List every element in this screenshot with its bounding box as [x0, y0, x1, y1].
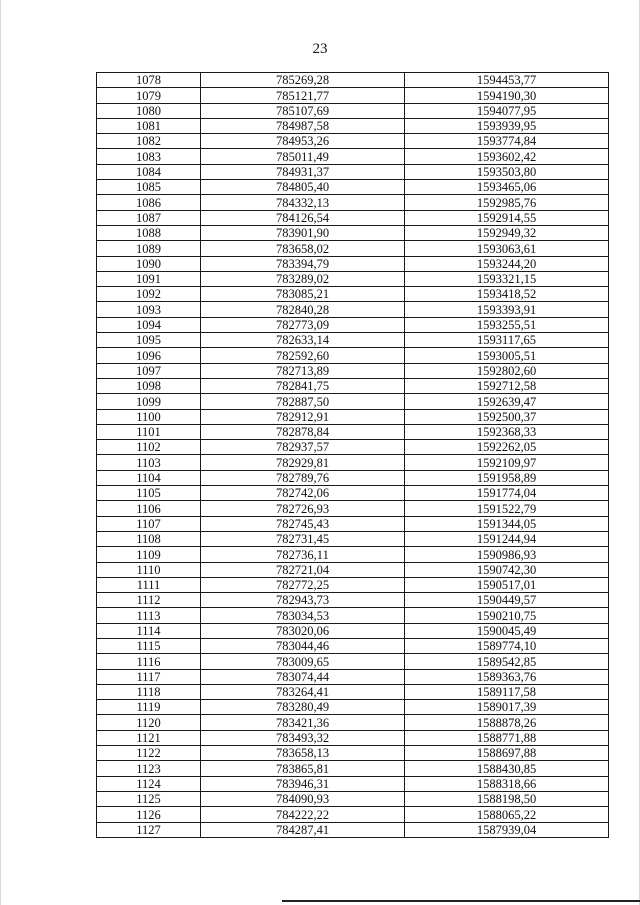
table-row: [97, 180, 609, 195]
x-coordinate-cell: 782736,11: [201, 547, 405, 562]
y-coordinate-cell: 1593244,20: [405, 256, 609, 271]
y-coordinate-cell: 1593255,51: [405, 317, 609, 332]
point-number-cell: 1121: [97, 730, 201, 745]
x-coordinate-cell: 782840,28: [201, 302, 405, 317]
y-coordinate-cell: 1590517,01: [405, 577, 609, 592]
table-row: [97, 164, 609, 179]
y-coordinate-cell: 1594453,77: [405, 73, 609, 88]
x-coordinate-cell: 782633,14: [201, 333, 405, 348]
point-number-cell: 1088: [97, 225, 201, 240]
table-row: [97, 225, 609, 240]
x-coordinate-cell: 782726,93: [201, 501, 405, 516]
point-number-cell: 1098: [97, 378, 201, 393]
point-number-cell: 1119: [97, 700, 201, 715]
point-number-cell: 1084: [97, 164, 201, 179]
point-number-cell: 1116: [97, 654, 201, 669]
table-row: [97, 88, 609, 103]
x-coordinate-cell: 782912,91: [201, 409, 405, 424]
y-coordinate-cell: 1590045,49: [405, 623, 609, 638]
y-coordinate-cell: 1592639,47: [405, 394, 609, 409]
scan-edge-left: [0, 0, 1, 905]
y-coordinate-cell: 1591958,89: [405, 470, 609, 485]
table-row: [97, 73, 609, 88]
table-row: [97, 669, 609, 684]
x-coordinate-cell: 784126,54: [201, 210, 405, 225]
x-coordinate-cell: 785011,49: [201, 149, 405, 164]
x-coordinate-cell: 783034,53: [201, 608, 405, 623]
table-row: [97, 440, 609, 455]
point-number-cell: 1101: [97, 424, 201, 439]
point-number-cell: 1112: [97, 593, 201, 608]
point-number-cell: 1081: [97, 118, 201, 133]
table-row: [97, 516, 609, 531]
x-coordinate-cell: 783865,81: [201, 761, 405, 776]
table-row: [97, 715, 609, 730]
table-row: [97, 363, 609, 378]
x-coordinate-cell: 782772,25: [201, 577, 405, 592]
y-coordinate-cell: 1593005,51: [405, 348, 609, 363]
y-coordinate-cell: 1592500,37: [405, 409, 609, 424]
x-coordinate-cell: 783264,41: [201, 684, 405, 699]
table-row: [97, 134, 609, 149]
table-row: [97, 684, 609, 699]
table-row: [97, 149, 609, 164]
table-row: [97, 409, 609, 424]
x-coordinate-cell: 784332,13: [201, 195, 405, 210]
table-row: [97, 700, 609, 715]
bottom-rule: [282, 900, 640, 902]
table-row: [97, 746, 609, 761]
point-number-cell: 1086: [97, 195, 201, 210]
y-coordinate-cell: 1592802,60: [405, 363, 609, 378]
y-coordinate-cell: 1592949,32: [405, 225, 609, 240]
x-coordinate-cell: 785107,69: [201, 103, 405, 118]
x-coordinate-cell: 782841,75: [201, 378, 405, 393]
x-coordinate-cell: 783044,46: [201, 638, 405, 653]
x-coordinate-cell: 783289,02: [201, 271, 405, 286]
point-number-cell: 1114: [97, 623, 201, 638]
y-coordinate-cell: 1594190,30: [405, 88, 609, 103]
y-coordinate-cell: 1588697,88: [405, 746, 609, 761]
table-row: [97, 791, 609, 806]
point-number-cell: 1082: [97, 134, 201, 149]
point-number-cell: 1117: [97, 669, 201, 684]
y-coordinate-cell: 1591774,04: [405, 486, 609, 501]
point-number-cell: 1120: [97, 715, 201, 730]
table-row: [97, 654, 609, 669]
point-number-cell: 1099: [97, 394, 201, 409]
x-coordinate-cell: 784987,58: [201, 118, 405, 133]
x-coordinate-cell: 782878,84: [201, 424, 405, 439]
point-number-cell: 1094: [97, 317, 201, 332]
point-number-cell: 1123: [97, 761, 201, 776]
y-coordinate-cell: 1587939,04: [405, 822, 609, 837]
y-coordinate-cell: 1592368,33: [405, 424, 609, 439]
table-row: [97, 822, 609, 837]
table-row: [97, 501, 609, 516]
point-number-cell: 1103: [97, 455, 201, 470]
y-coordinate-cell: 1593774,84: [405, 134, 609, 149]
x-coordinate-cell: 783394,79: [201, 256, 405, 271]
point-number-cell: 1107: [97, 516, 201, 531]
x-coordinate-cell: 783280,49: [201, 700, 405, 715]
x-coordinate-cell: 782943,73: [201, 593, 405, 608]
y-coordinate-cell: 1594077,95: [405, 103, 609, 118]
table-row: [97, 317, 609, 332]
y-coordinate-cell: 1590742,30: [405, 562, 609, 577]
table-row: [97, 424, 609, 439]
y-coordinate-cell: 1590986,93: [405, 547, 609, 562]
table-row: [97, 608, 609, 623]
y-coordinate-cell: 1592914,55: [405, 210, 609, 225]
point-number-cell: 1106: [97, 501, 201, 516]
table-row: [97, 807, 609, 822]
point-number-cell: 1097: [97, 363, 201, 378]
point-number-cell: 1111: [97, 577, 201, 592]
y-coordinate-cell: 1593393,91: [405, 302, 609, 317]
x-coordinate-cell: 783658,13: [201, 746, 405, 761]
point-number-cell: 1102: [97, 440, 201, 455]
y-coordinate-cell: 1590449,57: [405, 593, 609, 608]
point-number-cell: 1115: [97, 638, 201, 653]
x-coordinate-cell: 783493,32: [201, 730, 405, 745]
x-coordinate-cell: 783074,44: [201, 669, 405, 684]
x-coordinate-cell: 784287,41: [201, 822, 405, 837]
x-coordinate-cell: 785121,77: [201, 88, 405, 103]
x-coordinate-cell: 782731,45: [201, 531, 405, 546]
y-coordinate-cell: 1593939,95: [405, 118, 609, 133]
point-number-cell: 1100: [97, 409, 201, 424]
table-row: [97, 455, 609, 470]
y-coordinate-cell: 1589774,10: [405, 638, 609, 653]
x-coordinate-cell: 783901,90: [201, 225, 405, 240]
x-coordinate-cell: 782745,43: [201, 516, 405, 531]
y-coordinate-cell: 1593321,15: [405, 271, 609, 286]
table-row: [97, 486, 609, 501]
point-number-cell: 1089: [97, 241, 201, 256]
y-coordinate-cell: 1589363,76: [405, 669, 609, 684]
table-row: [97, 470, 609, 485]
point-number-cell: 1091: [97, 271, 201, 286]
x-coordinate-cell: 783658,02: [201, 241, 405, 256]
point-number-cell: 1095: [97, 333, 201, 348]
table-row: [97, 394, 609, 409]
point-number-cell: 1125: [97, 791, 201, 806]
x-coordinate-cell: 782592,60: [201, 348, 405, 363]
point-number-cell: 1122: [97, 746, 201, 761]
table-row: [97, 623, 609, 638]
y-coordinate-cell: 1588318,66: [405, 776, 609, 791]
x-coordinate-cell: 782789,76: [201, 470, 405, 485]
table-row: [97, 302, 609, 317]
point-number-cell: 1108: [97, 531, 201, 546]
point-number-cell: 1092: [97, 287, 201, 302]
y-coordinate-cell: 1588878,26: [405, 715, 609, 730]
table-row: [97, 776, 609, 791]
table-row: [97, 118, 609, 133]
point-number-cell: 1079: [97, 88, 201, 103]
coordinates-table-body: [97, 73, 609, 838]
x-coordinate-cell: 784222,22: [201, 807, 405, 822]
point-number-cell: 1083: [97, 149, 201, 164]
x-coordinate-cell: 783085,21: [201, 287, 405, 302]
y-coordinate-cell: 1593418,52: [405, 287, 609, 302]
x-coordinate-cell: 784805,40: [201, 180, 405, 195]
point-number-cell: 1080: [97, 103, 201, 118]
point-number-cell: 1118: [97, 684, 201, 699]
table-row: [97, 531, 609, 546]
point-number-cell: 1105: [97, 486, 201, 501]
y-coordinate-cell: 1591244,94: [405, 531, 609, 546]
y-coordinate-cell: 1593503,80: [405, 164, 609, 179]
table-row: [97, 271, 609, 286]
point-number-cell: 1078: [97, 73, 201, 88]
y-coordinate-cell: 1593602,42: [405, 149, 609, 164]
point-number-cell: 1090: [97, 256, 201, 271]
y-coordinate-cell: 1588065,22: [405, 807, 609, 822]
table-row: [97, 348, 609, 363]
table-row: [97, 195, 609, 210]
point-number-cell: 1087: [97, 210, 201, 225]
x-coordinate-cell: 782742,06: [201, 486, 405, 501]
point-number-cell: 1104: [97, 470, 201, 485]
x-coordinate-cell: 785269,28: [201, 73, 405, 88]
y-coordinate-cell: 1593117,65: [405, 333, 609, 348]
y-coordinate-cell: 1588430,85: [405, 761, 609, 776]
table-row: [97, 210, 609, 225]
y-coordinate-cell: 1592712,58: [405, 378, 609, 393]
y-coordinate-cell: 1590210,75: [405, 608, 609, 623]
x-coordinate-cell: 782713,89: [201, 363, 405, 378]
table-row: [97, 547, 609, 562]
y-coordinate-cell: 1593063,61: [405, 241, 609, 256]
x-coordinate-cell: 783421,36: [201, 715, 405, 730]
point-number-cell: 1096: [97, 348, 201, 363]
y-coordinate-cell: 1588771,88: [405, 730, 609, 745]
table-row: [97, 593, 609, 608]
x-coordinate-cell: 782887,50: [201, 394, 405, 409]
table-row: [97, 103, 609, 118]
table-row: [97, 730, 609, 745]
x-coordinate-cell: 782929,81: [201, 455, 405, 470]
x-coordinate-cell: 783020,06: [201, 623, 405, 638]
x-coordinate-cell: 782937,57: [201, 440, 405, 455]
y-coordinate-cell: 1589117,58: [405, 684, 609, 699]
table-row: [97, 638, 609, 653]
point-number-cell: 1127: [97, 822, 201, 837]
point-number-cell: 1085: [97, 180, 201, 195]
y-coordinate-cell: 1592109,97: [405, 455, 609, 470]
x-coordinate-cell: 783009,65: [201, 654, 405, 669]
point-number-cell: 1109: [97, 547, 201, 562]
table-row: [97, 562, 609, 577]
point-number-cell: 1110: [97, 562, 201, 577]
y-coordinate-cell: 1591344,05: [405, 516, 609, 531]
x-coordinate-cell: 782721,04: [201, 562, 405, 577]
y-coordinate-cell: 1593465,06: [405, 180, 609, 195]
x-coordinate-cell: 784931,37: [201, 164, 405, 179]
table-row: [97, 333, 609, 348]
table-row: [97, 577, 609, 592]
x-coordinate-cell: 784953,26: [201, 134, 405, 149]
table-row: [97, 761, 609, 776]
x-coordinate-cell: 784090,93: [201, 791, 405, 806]
point-number-cell: 1124: [97, 776, 201, 791]
y-coordinate-cell: 1592262,05: [405, 440, 609, 455]
y-coordinate-cell: 1591522,79: [405, 501, 609, 516]
y-coordinate-cell: 1592985,76: [405, 195, 609, 210]
y-coordinate-cell: 1589017,39: [405, 700, 609, 715]
y-coordinate-cell: 1588198,50: [405, 791, 609, 806]
table-row: [97, 287, 609, 302]
x-coordinate-cell: 782773,09: [201, 317, 405, 332]
coordinates-table: [96, 72, 609, 838]
table-row: [97, 241, 609, 256]
page-number: 23: [312, 41, 328, 57]
table-row: [97, 256, 609, 271]
y-coordinate-cell: 1589542,85: [405, 654, 609, 669]
point-number-cell: 1113: [97, 608, 201, 623]
point-number-cell: 1093: [97, 302, 201, 317]
x-coordinate-cell: 783946,31: [201, 776, 405, 791]
table-row: [97, 378, 609, 393]
point-number-cell: 1126: [97, 807, 201, 822]
